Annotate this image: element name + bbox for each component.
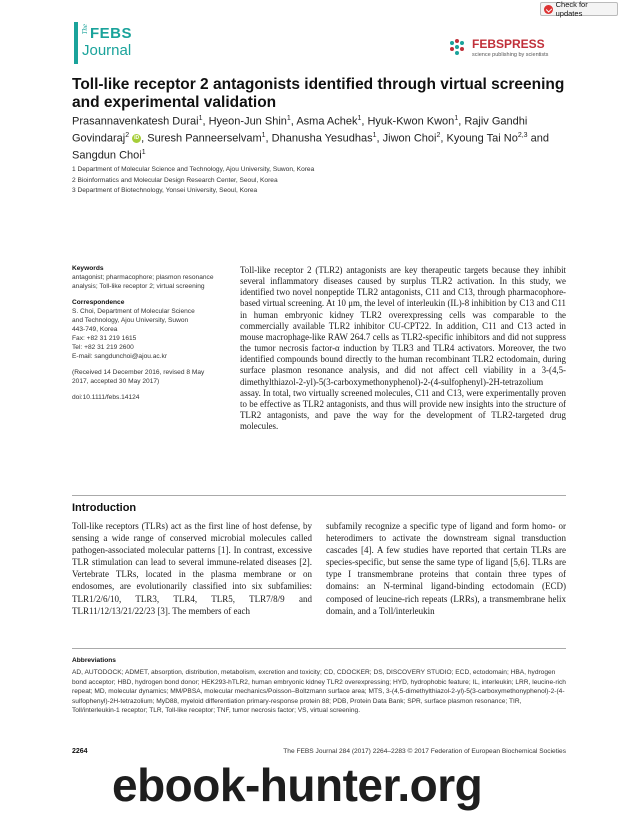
correspondence-tel: Tel: +82 31 219 2600: [72, 344, 134, 351]
affiliation-2: 2 Bioinformatics and Molecular Design Research Center, Seoul, Korea: [72, 176, 278, 184]
check-for-updates-label: Check for updates: [555, 0, 588, 18]
correspondence-line: and Technology, Ajou University, Suwon: [72, 317, 189, 324]
journal-logo-the: The: [81, 24, 89, 35]
author-name: Sangdun Choi: [72, 149, 142, 162]
correspondence-fax: Fax: +82 31 219 1615: [72, 335, 137, 342]
author-name: Suresh Panneerselvam: [147, 132, 262, 145]
correspondence-heading: Correspondence: [72, 299, 125, 306]
author-name: Hyuk-Kwon Kwon: [367, 115, 455, 128]
correspondence-email-link[interactable]: E-mail: sangdunchoi@ajou.ac.kr: [72, 353, 168, 360]
author-name: Asma Achek: [296, 115, 358, 128]
received-dates: (Received 14 December 2016, revised 8 May 2017, accepted 30 May 2017): [72, 369, 205, 385]
introduction-paragraph-1: Toll-like receptors (TLRs) act as the first line of host defense, by sensing a wide range of conserved microbial molecules called pathogen-associated molecular patterns [1]. In contrast, excessive TLR stimulation can lead to several immune-related diseases [2]. Vertebrate TLRs, located in the plasma membrane or on endosomes, are evolutionarily classified into six subfamilies: TLR1/2/6/10, TLR3, TLR4, TLR5, TLR7/8/9 and TLR11/12/13/21/22/23 [3]. The members of each: [72, 521, 312, 616]
affiliation-list: [72, 165, 552, 197]
publisher-name: FEBSPRESS: [472, 37, 545, 51]
author-affiliation-mark: 1: [141, 149, 146, 157]
article-sidebar: [72, 264, 222, 409]
author-list: Prasannavenkatesh Durai$^1$, Hyeon-Jun Shin$^1$, Asma Achek$^1$, Hyuk-Kwon Kwon$^1$, Rajiv Gandhi Govindaraj$^2$ iD , Suresh Panneerselvam$^1$, Dhanusha Yesudhas$^1$, Jiwon Choi$^2$, Kyoung Tai No$^{2,3}$ and Sangdun Choi$^1$: [72, 115, 549, 162]
introduction-column-1: [72, 520, 312, 617]
publisher-dots-icon: [448, 37, 468, 57]
author-affiliation-mark: 2,3: [517, 132, 528, 140]
author-name: Jiwon Choi: [382, 132, 437, 145]
footer-citation: The FEBS Journal 284 (2017) 2264–2283 © 2017 Federation of European Biochemical Societies: [283, 748, 566, 755]
author-affiliation-mark: 1: [454, 115, 459, 122]
affiliation-3: 3 Department of Biotechnology, Yonsei University, Seoul, Korea: [72, 187, 258, 194]
check-for-updates-button[interactable]: [540, 2, 618, 16]
affiliation-1: 1 Department of Molecular Science and Technology, Ajou University, Suwon, Korea: [72, 166, 315, 173]
author-affiliation-mark: 1: [357, 115, 362, 122]
publisher-logo: [448, 35, 558, 65]
author-affiliation-mark: 2: [436, 132, 441, 140]
update-check-icon: [544, 5, 553, 14]
introduction-column-2: [326, 520, 566, 617]
abbreviations-heading: Abbreviations: [72, 657, 116, 664]
keywords-heading: Keywords: [72, 265, 104, 272]
page-number: 2264: [72, 748, 88, 755]
orcid-icon[interactable]: iD: [134, 135, 140, 142]
section-divider: [72, 495, 566, 496]
keywords-text: antagonist; pharmacophore; plasmon resonance analysis; Toll-like receptor 2; virtual screening: [72, 274, 214, 290]
author-affiliation-mark: 1: [372, 132, 377, 140]
abbreviations-divider: [72, 648, 566, 649]
correspondence-line: 443-749, Korea: [72, 326, 118, 333]
watermark: ebook-hunter.org: [112, 759, 483, 811]
journal-logo-name: Journal: [82, 42, 132, 59]
author-affiliation-mark: 2: [125, 132, 130, 140]
abstract-text: Toll-like receptor 2 (TLR2) antagonists are key therapeutic targets because they inhibit several inflammatory diseases caused by surplus TLR2 activation. In this study, we identified two novel nonpeptide TLR2 antagonists, C11 and C13, through pharmacophore-based virtual screening. At 10 μm, the level of interleukin (IL)-8 inhibition by C13 and C11 in human embryonic kidney TLR2 overexpressing cells was comparable to the commercially available TLR2 inhibitor CU-CPT22. In addition, C11 and C13 acted in mouse macrophage-like RAW 264.7 cells as TLR2-specific inhibitors and did not suppress the tumor necrosis factor-α induction by TLR3 and TLR4 activators. Moreover, the two identified compounds bound directly to the human recombinant TLR2 ectodomain, during surface plasmon resonance analysis, and did not affect cell viability in a 3-(4,5-dimethylthiazol-2-yl)-5(3-carboxymethonyphenol)-2-(4-sulfophenyl)-2H-tetrazolium assay. In total, two virtually screened molecules, C11 and C13, were experimentally proven to be effective as TLR2 antagonists, and thus will provide new insights into the structure of TLR2 antagonists, and pave the way for the development of TLR2-targeted drug molecules.: [240, 265, 566, 432]
author-name: Kyoung Tai No: [446, 132, 518, 145]
journal-logo: [74, 22, 133, 64]
author-affiliation-mark: 1: [286, 115, 291, 122]
abbreviations-text: AD, AUTODOCK; ADMET, absorption, distribution, metabolism, excretion and toxicity; CD, CDOCKER; DS, DISCOVERY STUDIO; ECD, ectodomain; HBA, hydrogen bond acceptor; HBD, hydrogen bond donor; HEK293-hTLR2, human embryonic kidney TLR2 overexpressing; HYD, hydrophobic feature; IL, interleukin; LRR, leucine-rich repeat; MD, molecular dynamics; MM/PBSA, molecular mechanics/Poisson–Boltzmann surface area; MTS, 3-(4,5-dimethylthiazol-2-yl)-5(3-carboxymethonyphenol)-2-(4-sulfophenyl)-2H-tetrazolium; MyD88, myeloid differentiation primary-response protein 88; PDB, Protein Data Bank; SPR, surface plasmon resonance; TIR, Toll/interleukin-1 receptor; TLR, Toll-like receptor; TNF, tumor necrosis factor; VS, virtual screening.: [72, 669, 566, 715]
author-name: Rajiv Gandhi Govindaraj: [72, 115, 528, 145]
publisher-tagline: science publishing by scientists: [472, 52, 549, 58]
doi-link[interactable]: doi:10.1111/febs.14124: [72, 394, 140, 401]
author-affiliation-mark: 1: [198, 115, 203, 122]
author-name: Dhanusha Yesudhas: [271, 132, 373, 145]
author-name: Prasannavenkatesh Durai: [72, 115, 199, 128]
introduction-paragraph-2: subfamily recognize a specific type of ligand and form homo- or heterodimers to activate the downstream signal transduction cascades [4]. A few studies have reported that certain TLRs are species-specific, but sense the same type of ligand [5,6]. TLRs are type I transmembrane proteins that contain three types of domains: an N-terminal ligand-binding ectodomain (ECD) composed of leucine-rich repeats (LRRs), a transmembrane helix domain, and a Toll/interleukin: [326, 521, 566, 616]
journal-logo-febs: FEBS: [90, 25, 133, 42]
article-title: Toll-like receptor 2 antagonists identified through virtual screening and experimental validation: [72, 76, 565, 111]
author-name: Hyeon-Jun Shin: [208, 115, 287, 128]
correspondence-line: S. Choi, Department of Molecular Science: [72, 308, 195, 315]
author-affiliation-mark: 1: [261, 132, 266, 140]
introduction-heading: Introduction: [72, 502, 137, 514]
logo-stripe: [74, 22, 78, 64]
